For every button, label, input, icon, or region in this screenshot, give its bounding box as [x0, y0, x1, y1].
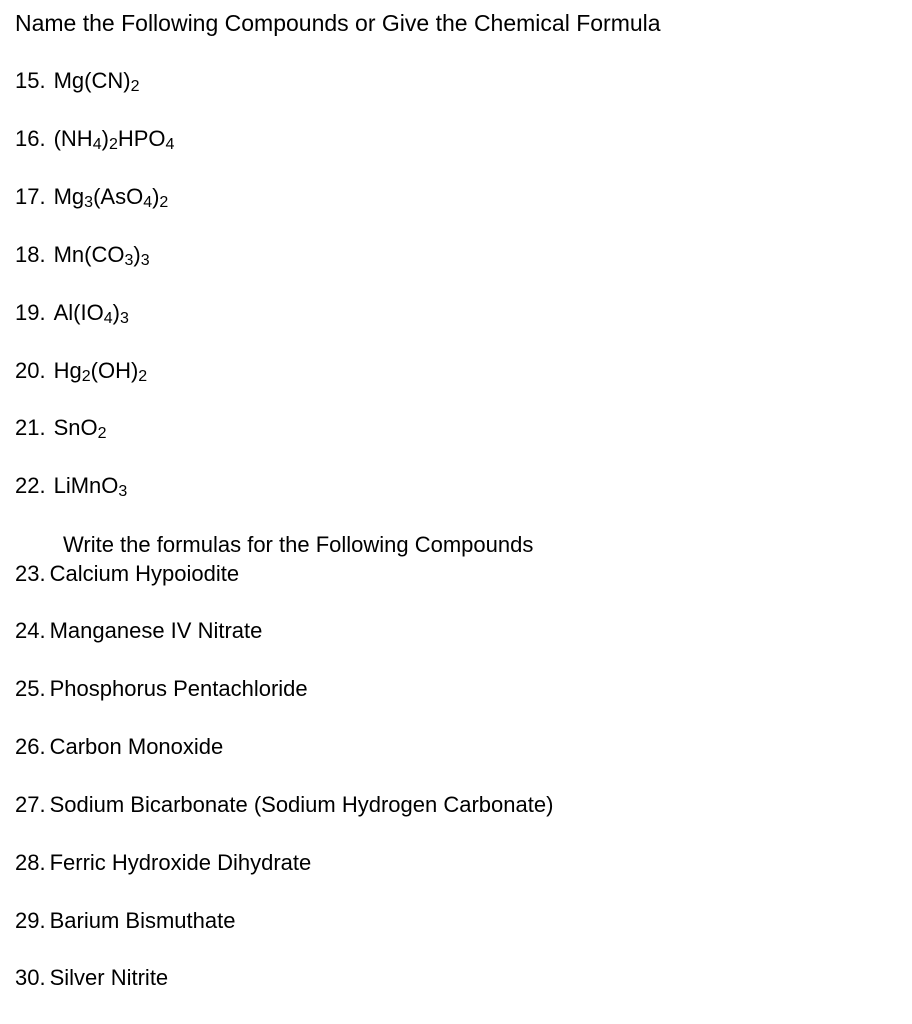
compound-name: Manganese IV Nitrate	[49, 618, 263, 643]
formula-subscript: 3	[124, 251, 134, 269]
question-number: 27.	[15, 792, 46, 817]
formula-subscript: 2	[130, 77, 140, 95]
question-number: 22.	[15, 473, 46, 498]
formula-text: Hg	[53, 358, 82, 383]
formula-subscript: 2	[81, 367, 91, 385]
chemical-formula	[54, 358, 148, 383]
formula-subscript: 3	[118, 482, 128, 500]
chemical-formula	[54, 126, 175, 151]
question-item	[15, 357, 147, 385]
formula-text: (AsO	[93, 184, 144, 209]
formula-text: (NH	[53, 126, 93, 151]
formula-text: Al(IO	[53, 300, 104, 325]
question-number: 26.	[15, 734, 46, 759]
question-number: 28.	[15, 850, 46, 875]
question-item	[15, 849, 311, 877]
formula-subscript: 2	[97, 424, 107, 442]
question-item	[15, 907, 235, 935]
chemical-formula	[54, 415, 107, 440]
compound-name: Calcium Hypoiodite	[49, 561, 240, 586]
formula-text: SnO	[53, 415, 98, 440]
formula-subscript: 2	[138, 367, 148, 385]
question-item	[15, 617, 262, 645]
formula-text: Mg(CN)	[53, 68, 131, 93]
formula-subscript: 4	[92, 135, 102, 153]
compound-name: Sodium Bicarbonate (Sodium Hydrogen Carbonate)	[49, 792, 554, 817]
compound-name: Barium Bismuthate	[49, 908, 236, 933]
formula-subscript: 2	[159, 193, 169, 211]
question-item	[15, 733, 223, 761]
formula-subscript: 2	[108, 135, 118, 153]
formula-subscript: 4	[103, 309, 113, 327]
formula-text: LiMnO	[53, 473, 119, 498]
formula-subscript: 3	[119, 309, 129, 327]
question-number: 15.	[15, 68, 46, 93]
compound-name: Phosphorus Pentachloride	[49, 676, 308, 701]
formula-text: (OH)	[90, 358, 139, 383]
question-number: 20.	[15, 358, 46, 383]
question-item	[15, 472, 127, 500]
formula-text: Mn(CO	[53, 242, 125, 267]
chemical-formula	[54, 473, 128, 498]
chemical-formula	[54, 242, 150, 267]
formula-text: )	[101, 126, 109, 151]
question-number: 30.	[15, 965, 46, 990]
question-item	[15, 125, 174, 153]
question-number: 25.	[15, 676, 46, 701]
formula-subscript: 3	[84, 193, 94, 211]
question-number: 18.	[15, 242, 46, 267]
question-item	[15, 183, 168, 211]
question-item	[15, 414, 107, 442]
page-title: Name the Following Compounds or Give the Chemical Formula	[15, 10, 661, 36]
formula-text: )	[152, 184, 160, 209]
question-item	[15, 791, 553, 819]
question-number: 19.	[15, 300, 46, 325]
question-item	[15, 560, 239, 588]
question-item	[15, 241, 150, 269]
chemical-formula	[54, 68, 140, 93]
question-number: 16.	[15, 126, 46, 151]
question-item	[15, 299, 129, 327]
question-item	[15, 964, 168, 992]
formula-subscript: 4	[143, 193, 153, 211]
formula-subscript: 4	[165, 135, 175, 153]
question-number: 17.	[15, 184, 46, 209]
question-number: 21.	[15, 415, 46, 440]
question-item	[15, 67, 140, 95]
formula-text: )	[133, 242, 141, 267]
compound-name: Silver Nitrite	[49, 965, 169, 990]
question-number: 24.	[15, 618, 46, 643]
question-item	[15, 675, 308, 703]
formula-subscript: 3	[140, 251, 150, 269]
formula-text: HPO	[117, 126, 166, 151]
section-title: Write the formulas for the Following Compounds	[63, 532, 534, 557]
chemical-formula	[54, 184, 169, 209]
formula-text: Mg	[53, 184, 85, 209]
compound-name: Ferric Hydroxide Dihydrate	[49, 850, 312, 875]
question-number: 23.	[15, 561, 46, 586]
question-number: 29.	[15, 908, 46, 933]
chemical-formula	[54, 300, 129, 325]
formula-text: )	[112, 300, 120, 325]
compound-name: Carbon Monoxide	[49, 734, 224, 759]
